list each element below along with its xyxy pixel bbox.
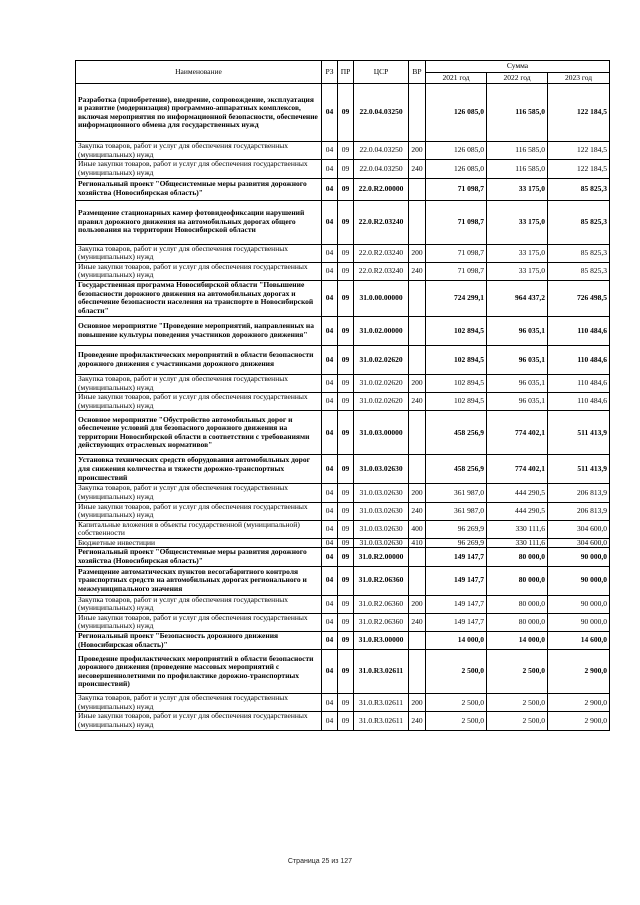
cell-vr	[409, 566, 426, 595]
cell-2023: 2 900,0	[548, 694, 610, 712]
cell-name: Установка технических средств оборудования автомобильных дорог для снижения количества и тяжести дорожно-транспортных происшествий	[76, 455, 322, 484]
cell-2022: 2 500,0	[487, 712, 548, 730]
cell-pr: 09	[338, 455, 354, 484]
cell-pr: 09	[338, 178, 354, 200]
cell-name: Иные закупки товаров, работ и услуг для обеспечения государственных (муниципальных) нужд	[76, 262, 322, 280]
cell-vr: 240	[409, 160, 426, 178]
cell-rz: 04	[322, 316, 338, 345]
cell-2022: 116 585,0	[487, 142, 548, 160]
cell-2021: 458 256,9	[426, 411, 487, 455]
cell-csr: 31.0.R2.06360	[354, 566, 409, 595]
cell-vr: 400	[409, 520, 426, 538]
cell-name: Иные закупки товаров, работ и услуг для обеспечения государственных (муниципальных) нужд	[76, 712, 322, 730]
table-row	[76, 712, 610, 730]
header-year-2023: 2023 год	[548, 72, 610, 84]
cell-2021: 126 085,0	[426, 160, 487, 178]
cell-2023: 122 184,5	[548, 160, 610, 178]
cell-name: Бюджетные инвестиции	[76, 538, 322, 548]
cell-csr: 31.0.R3.02611	[354, 712, 409, 730]
cell-2022: 116 585,0	[487, 84, 548, 142]
cell-2023: 511 413,9	[548, 411, 610, 455]
cell-2022: 330 111,6	[487, 538, 548, 548]
budget-table-container	[75, 60, 609, 731]
table-row	[76, 520, 610, 538]
cell-2021: 361 987,0	[426, 484, 487, 502]
cell-2023: 110 484,6	[548, 345, 610, 374]
cell-2021: 126 085,0	[426, 142, 487, 160]
cell-pr: 09	[338, 520, 354, 538]
cell-2021: 2 500,0	[426, 694, 487, 712]
table-row	[76, 244, 610, 262]
cell-name: Основное мероприятие "Проведение мероприятий, направленных на повышение культуры поведения участников дорожного движения"	[76, 316, 322, 345]
header-pr: ПР	[338, 61, 354, 84]
cell-2021: 149 147,7	[426, 548, 487, 566]
cell-name: Проведение профилактических мероприятий в области безопасности дорожного движения (проведение массовых мероприятий с несовершеннолетними по профилактике дорожно-транспортных происшествий)	[76, 650, 322, 694]
table-row	[76, 455, 610, 484]
cell-name: Иные закупки товаров, работ и услуг для обеспечения государственных (муниципальных) нужд	[76, 613, 322, 631]
cell-2022: 444 290,5	[487, 484, 548, 502]
cell-2023: 304 600,0	[548, 520, 610, 538]
cell-2021: 2 500,0	[426, 712, 487, 730]
cell-csr: 31.0.03.02630	[354, 484, 409, 502]
cell-csr: 22.0.04.03250	[354, 84, 409, 142]
cell-csr: 22.0.R2.03240	[354, 244, 409, 262]
table-row	[76, 160, 610, 178]
cell-2022: 2 500,0	[487, 694, 548, 712]
cell-2023: 110 484,6	[548, 393, 610, 411]
cell-pr: 09	[338, 566, 354, 595]
cell-2023: 90 000,0	[548, 595, 610, 613]
cell-csr: 31.0.R3.00000	[354, 632, 409, 650]
cell-pr: 09	[338, 650, 354, 694]
cell-pr: 09	[338, 548, 354, 566]
cell-name: Закупка товаров, работ и услуг для обеспечения государственных (муниципальных) нужд	[76, 694, 322, 712]
cell-2021: 149 147,7	[426, 613, 487, 631]
table-row	[76, 548, 610, 566]
cell-csr: 22.0.04.03250	[354, 142, 409, 160]
cell-vr: 200	[409, 484, 426, 502]
cell-2022: 33 175,0	[487, 244, 548, 262]
cell-vr	[409, 316, 426, 345]
table-row	[76, 393, 610, 411]
cell-rz: 04	[322, 84, 338, 142]
cell-2023: 90 000,0	[548, 548, 610, 566]
table-row	[76, 632, 610, 650]
cell-pr: 09	[338, 538, 354, 548]
cell-2022: 96 035,1	[487, 374, 548, 392]
cell-2022: 444 290,5	[487, 502, 548, 520]
cell-csr: 31.0.02.00000	[354, 316, 409, 345]
cell-rz: 04	[322, 650, 338, 694]
table-row	[76, 484, 610, 502]
cell-vr: 200	[409, 244, 426, 262]
cell-2021: 2 500,0	[426, 650, 487, 694]
cell-2022: 96 035,1	[487, 316, 548, 345]
cell-2022: 116 585,0	[487, 160, 548, 178]
cell-rz: 04	[322, 374, 338, 392]
cell-pr: 09	[338, 484, 354, 502]
cell-csr: 31.0.03.02630	[354, 538, 409, 548]
cell-2023: 2 900,0	[548, 712, 610, 730]
cell-name: Закупка товаров, работ и услуг для обеспечения государственных (муниципальных) нужд	[76, 244, 322, 262]
cell-pr: 09	[338, 160, 354, 178]
cell-csr: 22.0.R2.00000	[354, 178, 409, 200]
cell-name: Государственная программа Новосибирской области "Повышение безопасности дорожного движения на автомобильных дорогах и обеспечение безопасности населения на транспорте в Новосибирской области"	[76, 280, 322, 316]
cell-name: Размещение автоматических пунктов весогабаритного контроля транспортных средств на автомобильных дорогах регионального и межмуниципального значения	[76, 566, 322, 595]
table-row	[76, 142, 610, 160]
cell-name: Иные закупки товаров, работ и услуг для обеспечения государственных (муниципальных) нужд	[76, 393, 322, 411]
cell-csr: 31.0.R2.00000	[354, 548, 409, 566]
cell-2022: 80 000,0	[487, 566, 548, 595]
cell-pr: 09	[338, 411, 354, 455]
cell-vr: 200	[409, 595, 426, 613]
cell-rz: 04	[322, 455, 338, 484]
cell-2021: 96 269,9	[426, 538, 487, 548]
cell-name: Иные закупки товаров, работ и услуг для обеспечения государственных (муниципальных) нужд	[76, 502, 322, 520]
cell-pr: 09	[338, 632, 354, 650]
header-year-2021: 2021 год	[426, 72, 487, 84]
cell-rz: 04	[322, 548, 338, 566]
cell-2021: 71 098,7	[426, 262, 487, 280]
cell-name: Региональный проект "Безопасность дорожного движения (Новосибирская область)"	[76, 632, 322, 650]
cell-csr: 31.0.03.02630	[354, 455, 409, 484]
cell-2021: 102 894,5	[426, 345, 487, 374]
cell-2021: 71 098,7	[426, 244, 487, 262]
cell-rz: 04	[322, 502, 338, 520]
cell-vr: 240	[409, 613, 426, 631]
table-row	[76, 280, 610, 316]
cell-pr: 09	[338, 244, 354, 262]
cell-name: Иные закупки товаров, работ и услуг для обеспечения государственных (муниципальных) нужд	[76, 160, 322, 178]
cell-pr: 09	[338, 84, 354, 142]
cell-csr: 22.0.R2.03240	[354, 262, 409, 280]
cell-name: Размещение стационарных камер фотовидеофиксации нарушений правил дорожного движения на автомобильных дорогах общего пользования на территории Новосибирской области	[76, 200, 322, 244]
cell-name: Проведение профилактических мероприятий в области безопасности дорожного движения с участниками дорожного движения	[76, 345, 322, 374]
cell-name: Капитальные вложения в объекты государственной (муниципальной) собственности	[76, 520, 322, 538]
cell-rz: 04	[322, 694, 338, 712]
cell-2023: 14 600,0	[548, 632, 610, 650]
table-row	[76, 262, 610, 280]
cell-2022: 774 402,1	[487, 455, 548, 484]
cell-csr: 31.0.00.00000	[354, 280, 409, 316]
cell-rz: 04	[322, 566, 338, 595]
cell-2021: 96 269,9	[426, 520, 487, 538]
header-year-2022: 2022 год	[487, 72, 548, 84]
cell-rz: 04	[322, 200, 338, 244]
cell-2022: 964 437,2	[487, 280, 548, 316]
cell-name: Закупка товаров, работ и услуг для обеспечения государственных (муниципальных) нужд	[76, 142, 322, 160]
header-rz: РЗ	[322, 61, 338, 84]
cell-csr: 31.0.03.02630	[354, 520, 409, 538]
table-row	[76, 502, 610, 520]
cell-pr: 09	[338, 393, 354, 411]
cell-name: Закупка товаров, работ и услуг для обеспечения государственных (муниципальных) нужд	[76, 374, 322, 392]
cell-name: Закупка товаров, работ и услуг для обеспечения государственных (муниципальных) нужд	[76, 595, 322, 613]
cell-2021: 361 987,0	[426, 502, 487, 520]
table-row	[76, 650, 610, 694]
cell-pr: 09	[338, 374, 354, 392]
table-body	[76, 84, 610, 730]
cell-csr: 31.0.02.02620	[354, 345, 409, 374]
cell-rz: 04	[322, 160, 338, 178]
cell-csr: 31.0.R3.02611	[354, 650, 409, 694]
cell-name: Закупка товаров, работ и услуг для обеспечения государственных (муниципальных) нужд	[76, 484, 322, 502]
cell-rz: 04	[322, 613, 338, 631]
cell-csr: 31.0.R2.06360	[354, 613, 409, 631]
cell-2022: 33 175,0	[487, 200, 548, 244]
cell-rz: 04	[322, 712, 338, 730]
cell-2022: 774 402,1	[487, 411, 548, 455]
cell-name: Разработка (приобретение), внедрение, сопровождение, эксплуатация и развитие (модернизация) программно-аппаратных комплексов, включая мероприятия по информационной безопасности, обеспечение информационного обмена для государственных нужд	[76, 84, 322, 142]
cell-2022: 14 000,0	[487, 632, 548, 650]
table-row	[76, 200, 610, 244]
cell-vr: 240	[409, 502, 426, 520]
cell-2023: 110 484,6	[548, 374, 610, 392]
header-vr: ВР	[409, 61, 426, 84]
cell-2021: 724 299,1	[426, 280, 487, 316]
cell-csr: 31.0.R2.06360	[354, 595, 409, 613]
cell-vr: 200	[409, 694, 426, 712]
cell-2023: 122 184,5	[548, 142, 610, 160]
cell-pr: 09	[338, 613, 354, 631]
cell-csr: 22.0.R2.03240	[354, 200, 409, 244]
table-row	[76, 316, 610, 345]
page-number: Страница 25 из 127	[287, 858, 353, 865]
cell-2021: 149 147,7	[426, 595, 487, 613]
cell-2023: 511 413,9	[548, 455, 610, 484]
header-sum: Сумма	[426, 61, 610, 73]
cell-pr: 09	[338, 345, 354, 374]
table-row	[76, 694, 610, 712]
cell-pr: 09	[338, 316, 354, 345]
cell-rz: 04	[322, 178, 338, 200]
cell-vr	[409, 178, 426, 200]
cell-2022: 33 175,0	[487, 262, 548, 280]
cell-vr: 240	[409, 262, 426, 280]
table-row	[76, 178, 610, 200]
cell-csr: 22.0.04.03250	[354, 160, 409, 178]
table-row	[76, 345, 610, 374]
cell-pr: 09	[338, 280, 354, 316]
cell-2021: 102 894,5	[426, 393, 487, 411]
cell-2022: 33 175,0	[487, 178, 548, 200]
cell-rz: 04	[322, 484, 338, 502]
cell-pr: 09	[338, 142, 354, 160]
cell-2023: 110 484,6	[548, 316, 610, 345]
table-row	[76, 613, 610, 631]
cell-2021: 458 256,9	[426, 455, 487, 484]
cell-2022: 80 000,0	[487, 595, 548, 613]
cell-vr	[409, 455, 426, 484]
cell-pr: 09	[338, 694, 354, 712]
cell-vr	[409, 84, 426, 142]
cell-2023: 122 184,5	[548, 84, 610, 142]
cell-2023: 206 813,9	[548, 484, 610, 502]
cell-2022: 96 035,1	[487, 345, 548, 374]
cell-2023: 2 900,0	[548, 650, 610, 694]
cell-2021: 126 085,0	[426, 84, 487, 142]
cell-2022: 330 111,6	[487, 520, 548, 538]
cell-vr: 240	[409, 712, 426, 730]
cell-rz: 04	[322, 538, 338, 548]
table-row	[76, 538, 610, 548]
table-row	[76, 374, 610, 392]
cell-csr: 31.0.02.02620	[354, 374, 409, 392]
cell-rz: 04	[322, 520, 338, 538]
cell-pr: 09	[338, 595, 354, 613]
table-row	[76, 595, 610, 613]
cell-vr	[409, 345, 426, 374]
cell-vr: 410	[409, 538, 426, 548]
cell-2021: 102 894,5	[426, 374, 487, 392]
cell-rz: 04	[322, 280, 338, 316]
cell-2021: 102 894,5	[426, 316, 487, 345]
cell-2023: 85 825,3	[548, 178, 610, 200]
header-name: Наименование	[76, 61, 322, 84]
cell-pr: 09	[338, 502, 354, 520]
cell-csr: 31.0.02.02620	[354, 393, 409, 411]
cell-2022: 96 035,1	[487, 393, 548, 411]
cell-csr: 31.0.R3.02611	[354, 694, 409, 712]
cell-2023: 206 813,9	[548, 502, 610, 520]
cell-pr: 09	[338, 200, 354, 244]
cell-rz: 04	[322, 262, 338, 280]
header-csr: ЦСР	[354, 61, 409, 84]
cell-name: Региональный проект "Общесистемные меры развития дорожного хозяйства (Новосибирская область)"	[76, 548, 322, 566]
cell-vr	[409, 548, 426, 566]
cell-vr	[409, 200, 426, 244]
cell-pr: 09	[338, 262, 354, 280]
cell-2023: 90 000,0	[548, 613, 610, 631]
cell-2022: 2 500,0	[487, 650, 548, 694]
cell-rz: 04	[322, 345, 338, 374]
cell-2022: 80 000,0	[487, 548, 548, 566]
cell-csr: 31.0.03.02630	[354, 502, 409, 520]
budget-table	[75, 60, 610, 731]
cell-name: Региональный проект "Общесистемные меры развития дорожного хозяйства (Новосибирская область)"	[76, 178, 322, 200]
cell-vr: 200	[409, 374, 426, 392]
cell-2022: 80 000,0	[487, 613, 548, 631]
cell-name: Основное мероприятие "Обустройство автомобильных дорог и обеспечение условий для безопасного дорожного движения на территории Новосибирской области в соответствии с требованиями действующих отраслевых нормативов"	[76, 411, 322, 455]
cell-vr: 240	[409, 393, 426, 411]
cell-rz: 04	[322, 244, 338, 262]
cell-2021: 14 000,0	[426, 632, 487, 650]
cell-rz: 04	[322, 142, 338, 160]
cell-2023: 85 825,3	[548, 262, 610, 280]
cell-2021: 149 147,7	[426, 566, 487, 595]
cell-vr	[409, 650, 426, 694]
cell-vr	[409, 632, 426, 650]
cell-csr: 31.0.03.00000	[354, 411, 409, 455]
cell-rz: 04	[322, 632, 338, 650]
cell-pr: 09	[338, 712, 354, 730]
cell-rz: 04	[322, 595, 338, 613]
cell-2023: 85 825,3	[548, 244, 610, 262]
cell-vr: 200	[409, 142, 426, 160]
table-row	[76, 411, 610, 455]
table-row	[76, 84, 610, 142]
cell-2023: 90 000,0	[548, 566, 610, 595]
cell-2021: 71 098,7	[426, 200, 487, 244]
cell-2023: 726 498,5	[548, 280, 610, 316]
table-row	[76, 566, 610, 595]
cell-vr	[409, 280, 426, 316]
cell-rz: 04	[322, 393, 338, 411]
table-header	[76, 61, 610, 84]
cell-vr	[409, 411, 426, 455]
cell-rz: 04	[322, 411, 338, 455]
cell-2023: 85 825,3	[548, 200, 610, 244]
cell-2023: 304 600,0	[548, 538, 610, 548]
cell-2021: 71 098,7	[426, 178, 487, 200]
